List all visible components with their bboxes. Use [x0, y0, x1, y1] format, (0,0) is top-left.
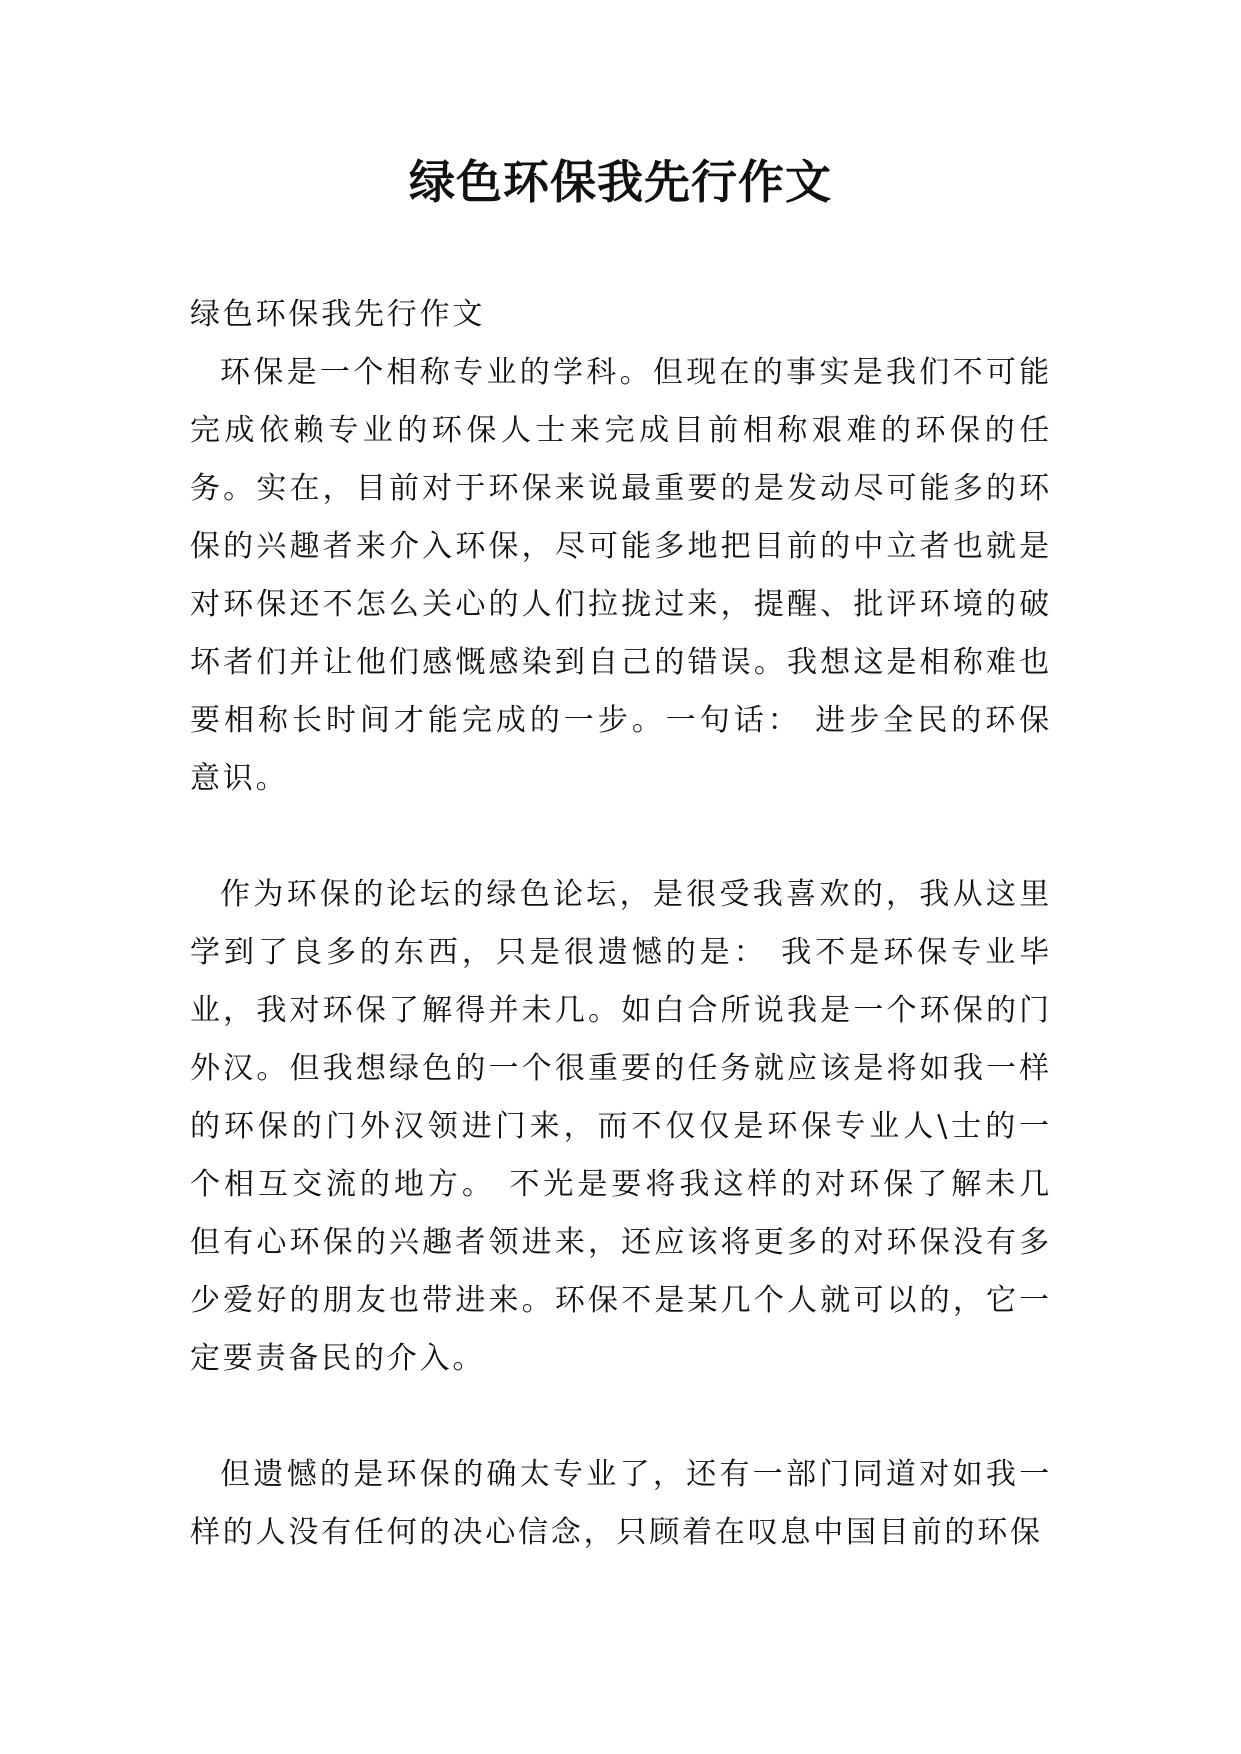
document-title: 绿色环保我先行作文 — [409, 155, 832, 209]
document-subtitle: 绿色环保我先行作文 — [190, 297, 486, 332]
paragraph-2: 作为环保的论坛的绿色论坛，是很受我喜欢的，我从这里学到了良多的东西，只是很遗憾的是： 我不是环保专业毕业，我对环保了解得并未几。如白合所说我是一个环保的门外汉。但我想绿色的一个很重要的任务就应该是将如我一样的环保的门外汉领进门来，而不仅仅是环保专业人\士的一个相互交流的地方。 不光是要将我这样的对环保了解未几但有心环保的兴趣者领进来，还应该将更多的对环保没有多少爱好的朋友也带进来。环保不是某几个人就可以的，它一定要责备民的介入。 — [190, 877, 1052, 1376]
document-body — [190, 286, 1052, 1562]
paragraph-3: 但遗憾的是环保的确太专业了，还有一部门同道对如我一样的人没有任何的决心信念，只顾着在叹息中国目前的环保 — [190, 1457, 1052, 1550]
paragraph-1: 环保是一个相称专业的学科。但现在的事实是我们不可能完成依赖专业的环保人士来完成目前相称艰难的环保的任务。实在，目前对于环保来说最重要的是发动尽可能多的环保的兴趣者来介入环保，尽可能多地把目前的中立者也就是对环保还不怎么关心的人们拉拢过来，提醒、批评环境的破坏者们并让他们感慨感染到自己的错误。我想这是相称难也要相称长时间才能完成的一步。一句话： 进步全民的环保意识。 — [190, 355, 1052, 796]
